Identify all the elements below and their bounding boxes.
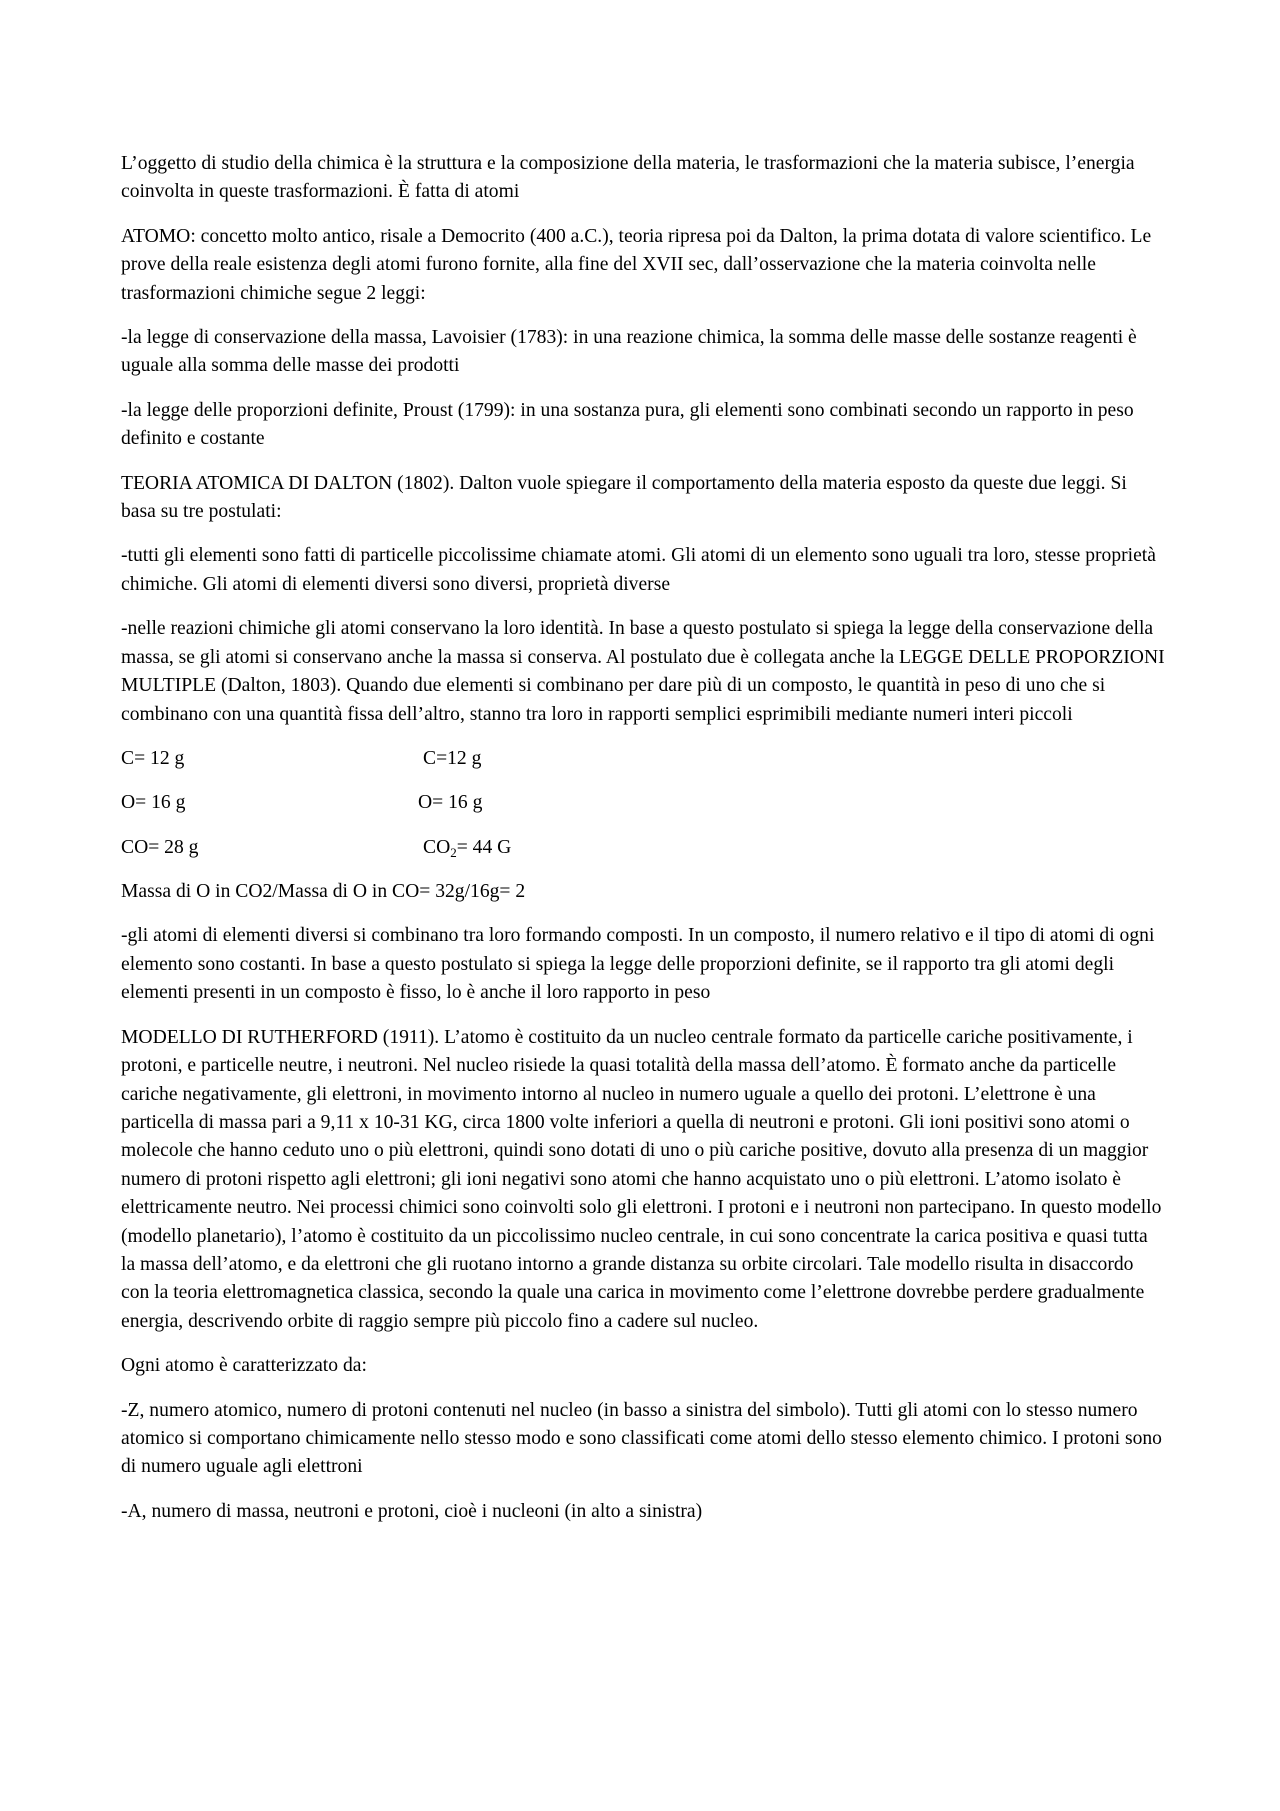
law-definite-proportions-paragraph: -la legge delle proporzioni definite, Proust (1799): in una sostanza pura, gli elementi sono combinati secondo un rapporto in peso definito e costante	[121, 399, 1134, 450]
postulate-1-paragraph: -tutti gli elementi sono fatti di particelle piccolissime chiamate atomi. Gli atomi di un elemento sono uguali tra loro, stesse proprietà chimiche. Gli atomi di elementi diversi sono diversi, proprietà diverse	[121, 545, 1156, 595]
postulate-3-paragraph: -gli atomi di elementi diversi si combinano tra loro formando composti. In un composto, il numero relativo e il tipo di atomi di ogni elemento sono costanti. In base a questo postulato si spiega la legge delle proporzioni definite, se il rapporto tra gli atomi degli elementi presenti in un composto è fisso, lo è anche il loro rapporto in peso	[121, 925, 1155, 1004]
mass-left-oxygen: O= 16 g	[121, 792, 186, 814]
mass-right-compound	[423, 834, 511, 862]
rutherford-paragraph: MODELLO DI RUTHERFORD (1911). L’atomo è costituito da un nucleo centrale formato da particelle cariche positivamente, i protoni, e particelle neutre, i neutroni. Nel nucleo risiede la quasi totalità della massa dell’atomo. È formato anche da particelle cariche negativamente, gli elettroni, in movimento intorno al nucleo in numero uguale a quello dei protoni. L’elettrone è una particella di massa pari a 9,11 x 10-31 KG, circa 1800 volte inferiori a quella di neutroni e protoni. Gli ioni positivi sono atomi o molecole che hanno ceduto uno o più elettroni, quindi sono dotati di uno o più cariche positive, dovuto alla presenza di un maggior numero di protoni rispetto agli elettroni; gli ioni negativi sono atomi che hanno acquistato uno o più elettroni. L’atomo isolato è elettricamente neutro. Nei processi chimici sono coinvolti solo gli elettroni. I protoni e i neutroni non partecipano. In questo modello (modello planetario), l’atomo è costituito da un piccolissimo nucleo centrale, in cui sono concentrate la carica positiva e quasi tutta la massa dell’atomo, e da elettroni che gli ruotano intorno a grande distanza su orbite circolari. Tale modello risulta in disaccordo con la teoria elettromagnetica classica, secondo la quale una carica in movimento come l’elettrone dovrebbe perdere gradualmente energia, descrivendo orbite di raggio sempre più piccolo fino a cadere sul nucleo.	[121, 1026, 1162, 1332]
atomic-number-paragraph: -Z, numero atomico, numero di protoni contenuti nel nucleo (in basso a sinistra del simbolo). Tutti gli atomi con lo stesso numero atomico si comportano chimicamente nello stesso modo e sono classificati come atomi dello stesso elemento chimico. I protoni sono di numero uguale agli elettroni	[121, 1399, 1162, 1478]
formula-subscript: 2	[450, 844, 457, 860]
mass-table-row	[121, 834, 1166, 862]
law-conservation-paragraph: -la legge di conservazione della massa, Lavoisier (1783): in una reazione chimica, la somma delle masse delle sostanze reagenti è uguale alla somma delle masse dei prodotti	[121, 327, 1137, 377]
postulate-2-paragraph: -nelle reazioni chimiche gli atomi conservano la loro identità. In base a questo postulato si spiega la legge della conservazione della massa, se gli atomi si conservano anche la massa si conserva. Al postulato due è collegata anche la LEGGE DELLE PROPORZIONI MULTIPLE (Dalton, 1803). Quando due elementi si combinano per dare più di un composto, le quantità in peso di uno che si combinano con una quantità fissa dell’altro, stanno tra loro in rapporti semplici esprimibili mediante numeri interi piccoli	[121, 618, 1165, 725]
atom-characteristics-heading: Ogni atomo è caratterizzato da:	[121, 1355, 367, 1377]
atomo-paragraph: ATOMO: concetto molto antico, risale a Democrito (400 a.C.), teoria ripresa poi da Dalton, la prima dotata di valore scientifico. Le prove della reale esistenza degli atomi furono fornite, alla fine del XVII sec, dall’osservazione che la materia coinvolta nelle trasformazioni chimiche segue 2 leggi:	[121, 225, 1152, 304]
mass-table-row	[121, 745, 1166, 773]
intro-paragraph: L’oggetto di studio della chimica è la struttura e la composizione della materia, le trasformazioni che la materia subisce, l’energia coinvolta in queste trasformazioni. È fatta di atomi	[121, 153, 1135, 203]
dalton-theory-paragraph: TEORIA ATOMICA DI DALTON (1802). Dalton vuole spiegare il comportamento della materia esposto da queste due leggi. Si basa su tre postulati:	[121, 472, 1127, 523]
mass-left-compound: CO= 28 g	[121, 836, 199, 858]
mass-left-carbon: C= 12 g	[121, 747, 185, 769]
mass-right-carbon: C=12 g	[423, 747, 482, 769]
mass-number-paragraph: -A, numero di massa, neutroni e protoni, cioè i nucleoni (in alto a sinistra)	[121, 1500, 703, 1522]
mass-table-row	[121, 789, 1166, 817]
formula-co: CO	[423, 836, 451, 858]
formula-mass: = 44 G	[456, 836, 512, 858]
mass-right-oxygen: O= 16 g	[418, 792, 483, 814]
document-page	[121, 150, 1166, 1542]
ratio-line: Massa di O in CO2/Massa di O in CO= 32g/16g= 2	[121, 881, 526, 903]
